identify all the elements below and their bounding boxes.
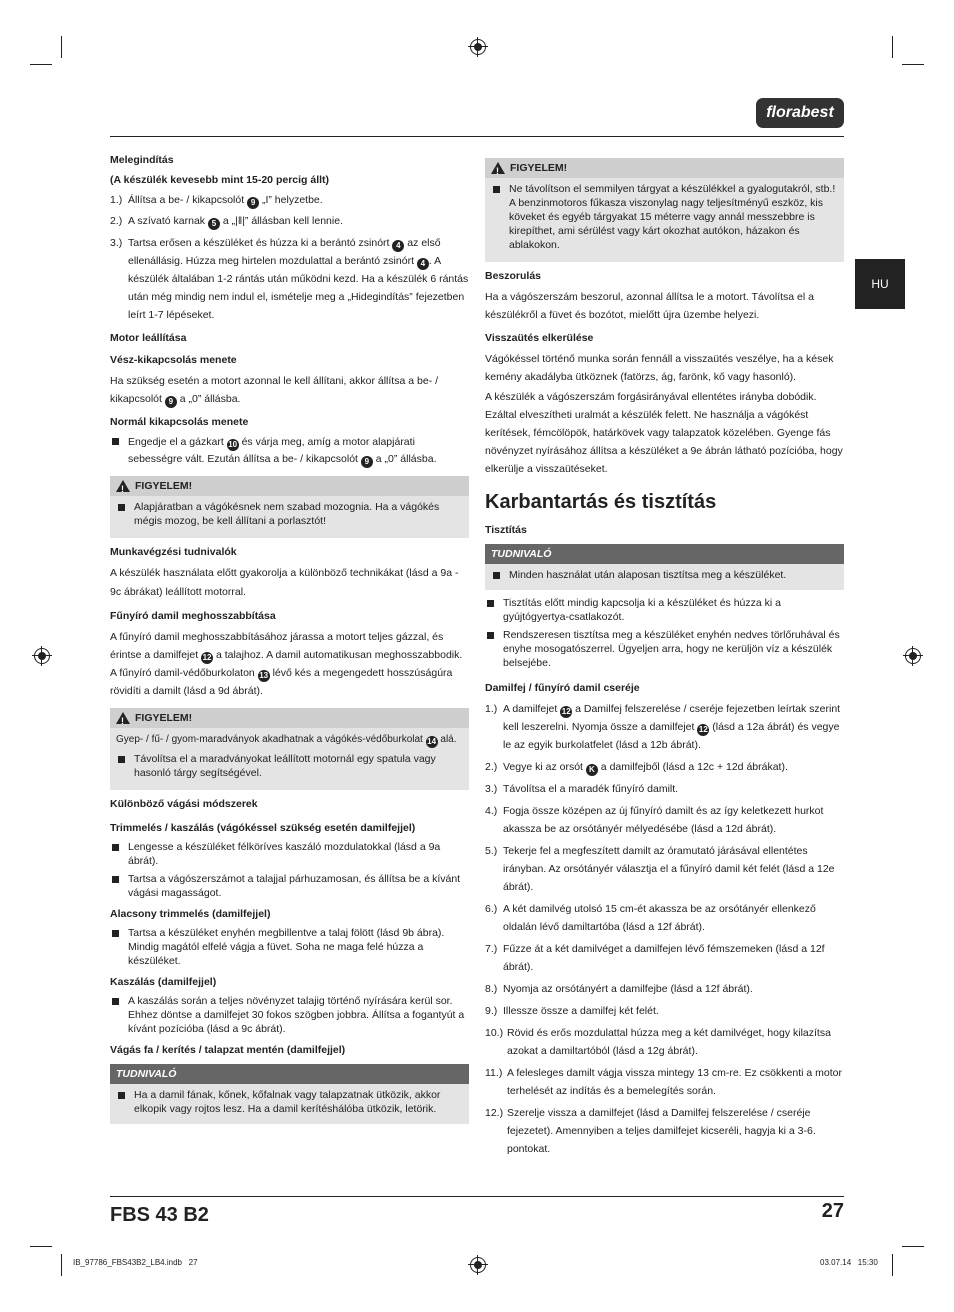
warning-triangle-icon	[491, 162, 505, 174]
section-title-maintenance: Karbantartás és tisztítás	[485, 491, 717, 513]
steps-list	[485, 780, 844, 1158]
step-item: 11.) A felesleges damilt vágja vissza mintegy 13 cm-re. Ez csökkenti a motor terhelését az indítás és a bemelegítés során.	[485, 1067, 842, 1097]
bullet-square-icon	[112, 998, 119, 1005]
bullet-item: Rendszeresen tisztítsa meg a készüléket enyhén nedves törlőruhával és enyhe mosogatószerrel. Ügyeljen arra, hogy ne kerüljön víz a készülék belsejébe.	[485, 628, 844, 670]
warning-triangle-icon	[116, 480, 130, 492]
warning-header: ! FIGYELEM!	[110, 476, 469, 496]
page-number: 27	[821, 1200, 844, 1222]
emergency-text: Ha szükség esetén a motort azonnal le kell állítani, akkor állítsa a be- / kikapcsolót 9 a „0” állásba.	[110, 375, 439, 406]
step-1: 1.) Állítsa a be- / kikapcsolót 9 „I” helyzetbe.	[110, 194, 323, 207]
step-item: 5.) Tekerje fel a megfeszített damilt az óramutató járásával ellentétes irányban. Az orsótányér választja el a fűnyíró damil két felét (lásd a 12e ábrát).	[485, 845, 835, 893]
bullet-square-icon	[112, 930, 119, 937]
crop-mark	[30, 64, 52, 65]
callout-number: 9	[361, 456, 373, 468]
step-item: 9.) Illessze össze a damilfej két felét.	[485, 1005, 659, 1017]
work-text: A készülék használata előtt gyakorolja a különböző technikákat (lásd a 9a - 9c ábrákat) leállított motorral.	[110, 567, 459, 598]
crop-mark	[892, 1254, 893, 1276]
heading-line-extension: Fűnyíró damil meghosszabbítása	[110, 610, 276, 622]
line-extension-text: A fűnyíró damil meghosszabbításához járassa a motort teljes gázzal, és érintse a damilfejet 12 a talajhoz. A damil automatikusan meghosszabbodik. A fűnyíró damil-védőburkolaton 13 lévő kés a megengedett hosszúságúra rövidíti a damilt (lásd a 9d ábrát).	[110, 631, 463, 697]
crop-mark	[892, 36, 893, 58]
step-2: 2.) A szívató karnak 5 a „|‖|” állásban kell lennie.	[110, 215, 343, 228]
slug-file: IB_97786_FBS43B2_LB4.indb 27	[73, 1258, 198, 1267]
registration-mark-icon	[34, 648, 50, 664]
step-2: 2.) Vegye ki az orsót K a damilfejből (lásd a 12c + 12d ábrákat).	[485, 761, 788, 774]
kickback-text-2: A készülék a vágószerszám forgásirányával ellentétes irányba dobódik. Ezáltal elveszítheti uralmát a készülék felett. Ne használja a vágókést kerítések, fémcölöpök, határkövek vagy talapzatok közelében. Gyenge fás növényzet nyírásához állítsa a készüléket a 9e ábrán látható pozícióba, hogy elkerülje a visszaütéseket.	[485, 391, 843, 475]
jam-text: Ha a vágószerszám beszorul, azonnal állítsa le a motort. Távolítsa el a készülékről a füvet és bozótot, mielőtt újra üzembe helyezi.	[485, 291, 814, 321]
step-item: 6.) A két damilvég utolsó 15 cm-ét akassza be az orsótányér ellenkező oldalán lévő damiltartóba (lásd a 12f ábrát).	[485, 903, 816, 933]
heading-jam: Beszorulás	[485, 270, 542, 282]
registration-mark-icon	[905, 648, 921, 664]
step-3: 3.) Tartsa erősen a készüléket és húzza ki a berántó zsinórt 4 az első ellenállásig. Húzza meg hirtelen mozdulattal a berántó zsinórt 4 . A készülék általában 1-2 rántás után működni kezd. Ha a készülék 6 rántás után még mindig nem indul el, ismételje meg a „Hidegindítás” fejezetben leírt 1-7 lépéseket.	[110, 237, 469, 321]
bullet-square-icon	[487, 632, 494, 639]
bullet-square-icon	[118, 756, 125, 763]
callout-number: 9	[165, 396, 177, 408]
callout-number: K	[586, 764, 598, 776]
heading-work-info: Munkavégzési tudnivalók	[110, 546, 237, 558]
bullet-item: Lengesse a készüléket félköríves kaszáló mozdulatokkal (lásd a 9a ábrát).	[110, 840, 469, 868]
warning-box	[110, 476, 469, 538]
callout-number: 5	[208, 218, 220, 230]
slug-date: 03.07.14 15:30	[820, 1258, 878, 1267]
callout-number: 12	[202, 653, 212, 662]
registration-mark-icon	[470, 39, 486, 55]
heading-trimming: Trimmelés / kaszálás (vágókéssel szükség esetén damilfejjel)	[110, 822, 416, 834]
language-tab-label: HU	[871, 277, 889, 291]
heading-emergency-stop: Vész-kikapcsolás menete	[110, 354, 237, 366]
step-item: 8.) Nyomja az orsótányért a damilfejbe (lásd a 12f ábrát).	[485, 983, 753, 995]
callout-number: 14	[427, 737, 437, 746]
registration-mark-icon	[470, 1257, 486, 1273]
heading-warm-start: Melegindítás	[110, 154, 174, 166]
bullet-square-icon	[118, 504, 125, 511]
bullet-square-icon	[118, 1092, 125, 1099]
crop-mark	[902, 64, 924, 65]
callout-number: 12	[698, 725, 708, 734]
subheading-warm-start: (A készülék kevesebb mint 15-20 percig állt)	[110, 174, 330, 186]
step-item: 12.) Szerelje vissza a damilfejet (lásd a Damilfej felszerelése / cseréje fejezetet). Amennyiben a teljes damilfejet kicseréli, hagyja ki a 3-6. pontokat.	[485, 1107, 816, 1155]
heading-cutting-along: Vágás fa / kerítés / talapzat mentén (damilfejjel)	[110, 1044, 346, 1056]
step-item: 4.) Fogja össze középen az új fűnyíró damilt és az így keletkezett hurkot akassza be az orsótányér mélyedésébe (lásd a 12d ábrát).	[485, 805, 824, 835]
callout-number: 12	[561, 707, 571, 716]
bullet-item: Ne távolítson el semmilyen tárgyat a készülékkel a gyalogutakról, stb.! A benzinmotoros fűkasza viszonylag nagy teljesítményű eszköz, kis köveket és egyéb tárgyakat 15 méterre vagy annál messzebbre is kirepíthet, ami sérülést vagy kárt okozhat autókon, házakon és ablakokon.	[491, 182, 838, 252]
bullet-item: Tartsa a vágószerszámot a talajjal párhuzamosan, és állítsa be a kívánt vágási magasságot.	[110, 872, 469, 900]
language-tab	[855, 259, 905, 309]
bullet-item: Alapjáratban a vágókésnek nem szabad mozognia. Ha a vágókés mégis mozog, be kell állítani a porlasztót!	[116, 500, 463, 528]
heading-mowing: Kaszálás (damilfejjel)	[110, 976, 217, 988]
brand-logo	[756, 98, 844, 128]
footer-rule	[110, 1196, 844, 1197]
heading-spool-replace: Damilfej / fűnyíró damil cseréje	[485, 682, 640, 694]
callout-number: 13	[259, 671, 269, 680]
warning-header: ! FIGYELEM!	[110, 708, 469, 728]
heading-low-trimming: Alacsony trimmelés (damilfejjel)	[110, 908, 271, 920]
heading-normal-stop: Normál kikapcsolás menete	[110, 416, 249, 428]
heading-kickback: Visszaütés elkerülése	[485, 332, 594, 344]
header-rule	[110, 136, 844, 137]
bullet-item: Távolítsa el a maradványokat leállított motornál egy spatula vagy hasonló tárgy segítségével.	[116, 752, 463, 780]
step-item: 3.) Távolítsa el a maradék fűnyíró damilt.	[485, 783, 679, 795]
warning-box	[485, 158, 844, 262]
warning-header: ! FIGYELEM!	[485, 158, 844, 178]
bullet-item: Minden használat után alaposan tisztítsa meg a készüléket.	[491, 568, 838, 582]
callout-number: 4	[392, 240, 404, 252]
bullet-square-icon	[112, 876, 119, 883]
crop-mark	[61, 1254, 62, 1276]
note-header: TUDNIVALÓ	[110, 1064, 469, 1084]
brand-logo-text: florabest	[766, 104, 834, 121]
crop-mark	[30, 1246, 52, 1247]
warning-text: Gyep- / fű- / gyom-maradványok akadhatnak a vágókés-védőburkolat 14 alá.	[116, 734, 457, 746]
heading-cleaning: Tisztítás	[485, 524, 527, 536]
bullet-square-icon	[112, 438, 119, 445]
callout-number: 10	[228, 440, 238, 449]
step-1: 1.) A damilfejet 12 a Damilfej felszerelése / cseréje fejezetben leírtak szerint kell leszerelni. Nyomja össze a damilfejet 12 (lásd a 12a ábrát) és vegye le az egyik burkolatfelet (lásd a 12b ábrát).	[485, 703, 841, 751]
left-column	[110, 152, 469, 1130]
warning-box	[110, 708, 469, 790]
right-column	[485, 158, 844, 1162]
callout-number: 4	[417, 258, 429, 270]
note-box	[485, 544, 844, 590]
callout-number: 9	[247, 197, 259, 209]
kickback-text-1: Vágókéssel történő munka során fennáll a visszaütés veszélye, ha a kések kemény akadályba ütköznek (fatörzs, ág, farönk, kő vagy hasonló).	[485, 353, 834, 383]
note-header: TUDNIVALÓ	[485, 544, 844, 564]
bullet-item: Engedje el a gázkart 10 és várja meg, amíg a motor alapjárati sebességre vált. Ezután állítsa a be- / kikapcsolót 9 a „0” állásba.	[110, 434, 469, 468]
bullet-square-icon	[493, 186, 500, 193]
heading-cutting-methods: Különböző vágási módszerek	[110, 798, 258, 810]
warning-triangle-icon	[116, 712, 130, 724]
crop-mark	[902, 1246, 924, 1247]
bullet-item: A kaszálás során a teljes növényzet talajig történő nyírására kerül sor. Ehhez döntse a damilfejet 30 fokos szögben jobbra. Állítsa a fogantyút a kívánt pozícióba (lásd a 9c ábrát).	[110, 994, 469, 1036]
step-item: 10.) Rövid és erős mozdulattal húzza meg a két damilvéget, hogy kilazítsa azokat a damiltartóból (lásd a 12g ábrát).	[485, 1027, 831, 1057]
bullet-item: Tisztítás előtt mindig kapcsolja ki a készüléket és húzza ki a gyújtógyertya-csatlakozót.	[485, 596, 844, 624]
crop-mark	[61, 36, 62, 58]
bullet-item: Ha a damil fának, kőnek, kőfalnak vagy talapzatnak ütközik, akkor elkopik vagy rojtos lesz. Ha a damil kerítéshálóba ütközik, letörik.	[116, 1088, 463, 1116]
model-name: FBS 43 B2	[110, 1204, 209, 1226]
note-box	[110, 1064, 469, 1124]
bullet-square-icon	[112, 844, 119, 851]
bullet-square-icon	[487, 600, 494, 607]
step-item: 7.) Fűzze át a két damilvéget a damilfejen lévő fémszemeken (lásd a 12f ábrát).	[485, 943, 825, 973]
bullet-item: Tartsa a készüléket enyhén megbillentve a talaj fölött (lásd 9b ábra). Mindig magától elfelé vágja a füvet. Soha ne maga felé húzza a készüléket.	[110, 926, 469, 968]
heading-motor-stop: Motor leállítása	[110, 332, 187, 344]
bullet-square-icon	[493, 572, 500, 579]
